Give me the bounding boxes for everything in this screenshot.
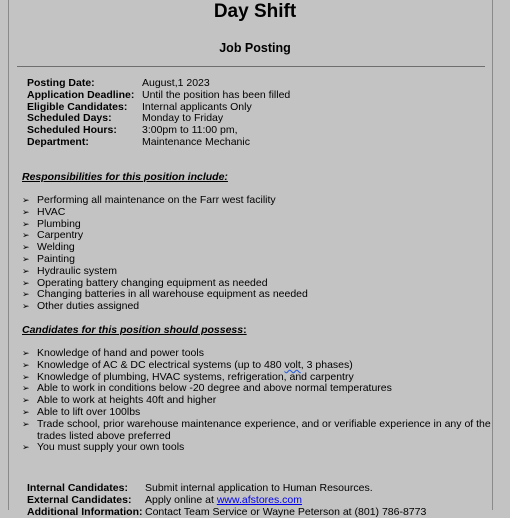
list-item: ➢ Welding bbox=[22, 242, 492, 254]
info-row-deadline: Application Deadline: Until the position has been filled bbox=[27, 88, 291, 101]
list-item: ➢ Other duties assigned bbox=[22, 301, 492, 313]
list-item: ➢ Trade school, prior warehouse maintenance experience, and or verifiable experience in any of the trades listed above preferred bbox=[22, 419, 492, 443]
contact-info bbox=[27, 482, 426, 518]
responsibilities-list bbox=[22, 195, 492, 313]
info-row-eligible: Eligible Candidates: Internal applicants Only bbox=[27, 100, 252, 113]
list-item: ➢ Knowledge of AC & DC electrical systems (up to 480 volt, 3 phases) bbox=[22, 360, 492, 372]
page-subtitle: Job Posting bbox=[219, 41, 291, 55]
list-item: ➢ Able to work in conditions below -20 degree and above normal temperatures bbox=[22, 383, 492, 395]
page-title: Day Shift bbox=[213, 1, 297, 22]
list-item: ➢ Carpentry bbox=[22, 230, 492, 242]
divider bbox=[17, 66, 485, 67]
list-item: ➢ Changing batteries in all warehouse equipment as needed bbox=[22, 289, 492, 301]
list-item: ➢ Operating battery changing equipment as needed bbox=[22, 278, 492, 290]
info-row-days: Scheduled Days: Monday to Friday bbox=[27, 112, 224, 125]
list-item: ➢ Able to lift over 100lbs bbox=[22, 407, 492, 419]
list-item: ➢ Hydraulic system bbox=[22, 266, 492, 278]
list-item: ➢ You must supply your own tools bbox=[22, 442, 492, 454]
internal-candidates-row: Internal Candidates: Submit internal application to Human Resources. bbox=[27, 482, 373, 494]
list-item: ➢ Knowledge of hand and power tools bbox=[22, 348, 492, 360]
posting-info bbox=[27, 78, 290, 149]
spellcheck-word: volt bbox=[284, 358, 301, 371]
external-candidates-row: External Candidates: Apply online at www.afstores.com bbox=[27, 494, 303, 506]
list-item: ➢ Plumbing bbox=[22, 219, 492, 231]
list-item: ➢ Knowledge of plumbing, HVAC systems, refrigeration, and carpentry bbox=[22, 372, 492, 384]
apply-link[interactable]: www.afstores.com bbox=[216, 494, 303, 506]
responsibilities-heading: Responsibilities for this position include: bbox=[22, 171, 228, 183]
list-item: ➢ Painting bbox=[22, 254, 492, 266]
list-item: ➢ Able to work at heights 40ft and higher bbox=[22, 395, 492, 407]
list-item: ➢ Performing all maintenance on the Farr west facility bbox=[22, 195, 492, 207]
additional-info-row: Additional Information: Contact Team Service or Wayne Peterson at (801) 786-8773 bbox=[27, 506, 427, 518]
list-item: ➢ HVAC bbox=[22, 207, 492, 219]
qualifications-list bbox=[22, 348, 492, 454]
info-row-hours: Scheduled Hours: 3:00pm to 11:00 pm, bbox=[27, 124, 238, 137]
info-row-posting-date: Posting Date: August,1 2023 bbox=[27, 77, 210, 89]
qualifications-heading: Candidates for this position should possess: bbox=[22, 324, 247, 336]
info-row-department: Department: Maintenance Mechanic bbox=[27, 135, 250, 148]
